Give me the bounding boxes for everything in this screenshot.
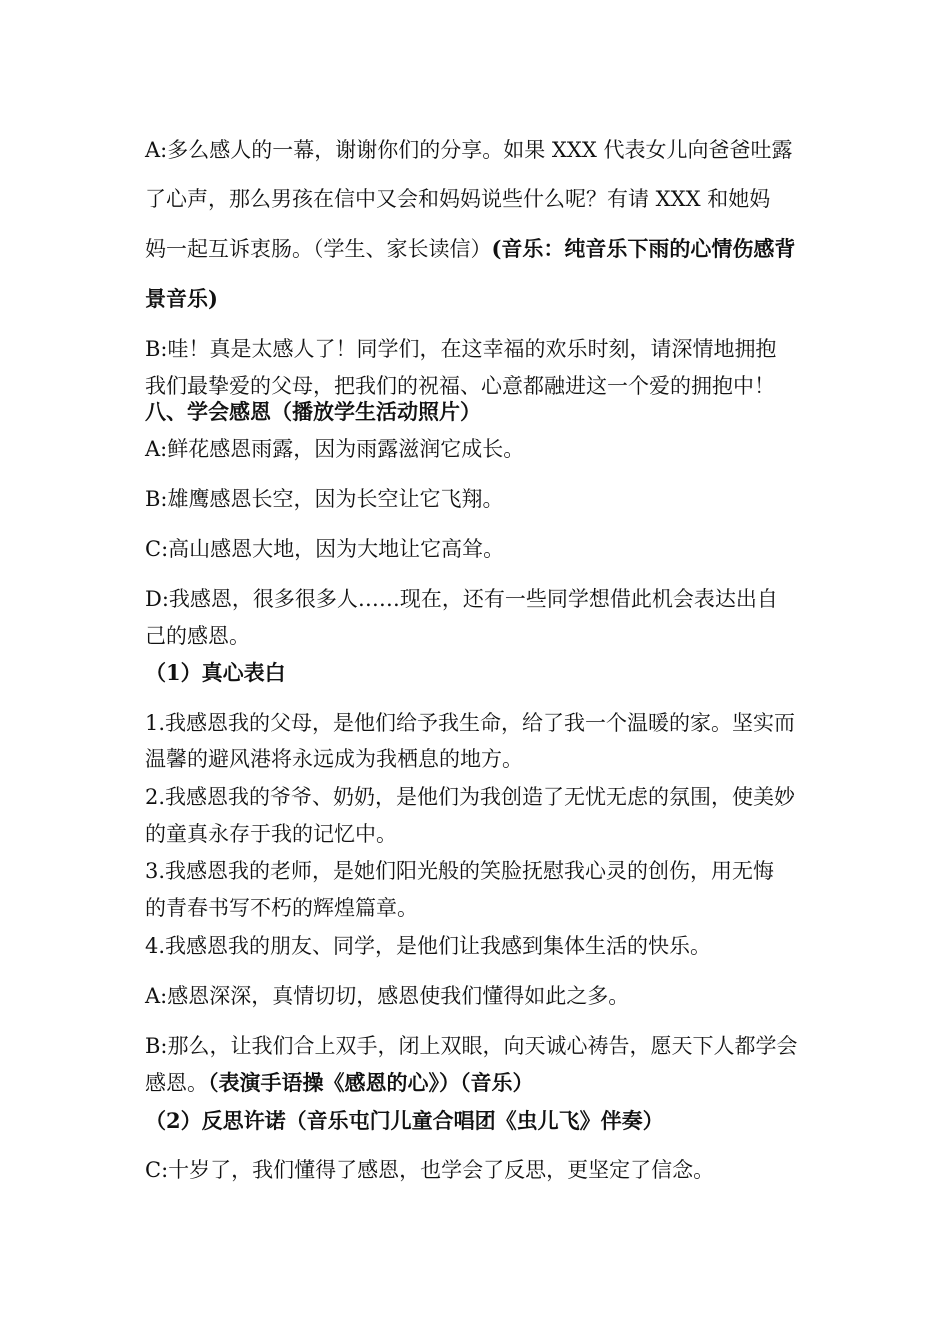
line-a-gratitude: A:感恩深深，真情切切，感恩使我们懂得如此之多。	[145, 984, 630, 1008]
paragraph-a-line-2: 了心声，那么男孩在信中又会和妈妈说些什么呢？有请 XXX 和她妈	[145, 187, 771, 211]
line-b-pray-1: B:那么，让我们合上双手，闭上双眼，向天诚心祷告，愿天下人都学会	[145, 1034, 798, 1058]
performance-note-bold: （表演手语操《感恩的心》）（音乐）	[208, 1070, 534, 1095]
line-b-eagle: B:雄鹰感恩长空，因为长空让它飞翔。	[145, 487, 504, 511]
subheading-1: （1）真心表白	[145, 660, 286, 685]
line-b-pray-2	[145, 1070, 534, 1096]
item-4: 4.我感恩我的朋友、同学，是他们让我感到集体生活的快乐。	[145, 934, 712, 958]
paragraph-a-line-3	[145, 236, 795, 262]
item-3-line-2: 的青春书写不朽的辉煌篇章。	[145, 896, 418, 920]
line-d-1: D:我感恩，很多很多人……现在，还有一些同学想借此机会表达出自	[145, 587, 778, 611]
item-3-line-1: 3.我感恩我的老师，是她们阳光般的笑脸抚慰我心灵的创伤，用无悔	[145, 859, 775, 883]
item-1-line-1: 1.我感恩我的父母，是他们给予我生命，给了我一个温暖的家。坚实而	[145, 711, 796, 735]
item-2-line-1: 2.我感恩我的爷爷、奶奶，是他们为我创造了无忧无虑的氛围，使美妙	[145, 785, 796, 809]
line-c-reflection: C:十岁了，我们懂得了感恩，也学会了反思，更坚定了信念。	[145, 1158, 715, 1182]
section-heading-8: 八、学会感恩（播放学生活动照片）	[145, 399, 481, 424]
paragraph-a-line-3-text: 妈一起互诉衷肠。（学生、家长读信）	[145, 237, 492, 261]
paragraph-a-line-4: 景音乐)	[145, 286, 218, 311]
line-d-2: 己的感恩。	[145, 624, 250, 648]
line-a-flowers: A:鲜花感恩雨露，因为雨露滋润它成长。	[145, 437, 525, 461]
item-1-line-2: 温馨的避风港将永远成为我栖息的地方。	[145, 747, 523, 771]
music-note-bold: (音乐：纯音乐下雨的心情伤感背	[491, 236, 796, 261]
line-c-mountain: C:高山感恩大地，因为大地让它高耸。	[145, 537, 505, 561]
paragraph-a-line-1: A:多么感人的一幕，谢谢你们的分享。如果 XXX 代表女儿向爸爸吐露	[145, 138, 793, 162]
paragraph-b-line-1: B:哇！真是太感人了！同学们，在这幸福的欢乐时刻，请深情地拥抱	[145, 337, 777, 361]
item-2-line-2: 的童真永存于我的记忆中。	[145, 822, 397, 846]
subheading-2: （2）反思许诺（音乐屯门儿童合唱团《虫儿飞》伴奏）	[145, 1108, 664, 1133]
line-b-pray-2-text: 感恩。	[145, 1071, 208, 1095]
paragraph-b-line-2: 我们最挚爱的父母，把我们的祝福、心意都融进这一个爱的拥抱中！	[145, 374, 775, 398]
